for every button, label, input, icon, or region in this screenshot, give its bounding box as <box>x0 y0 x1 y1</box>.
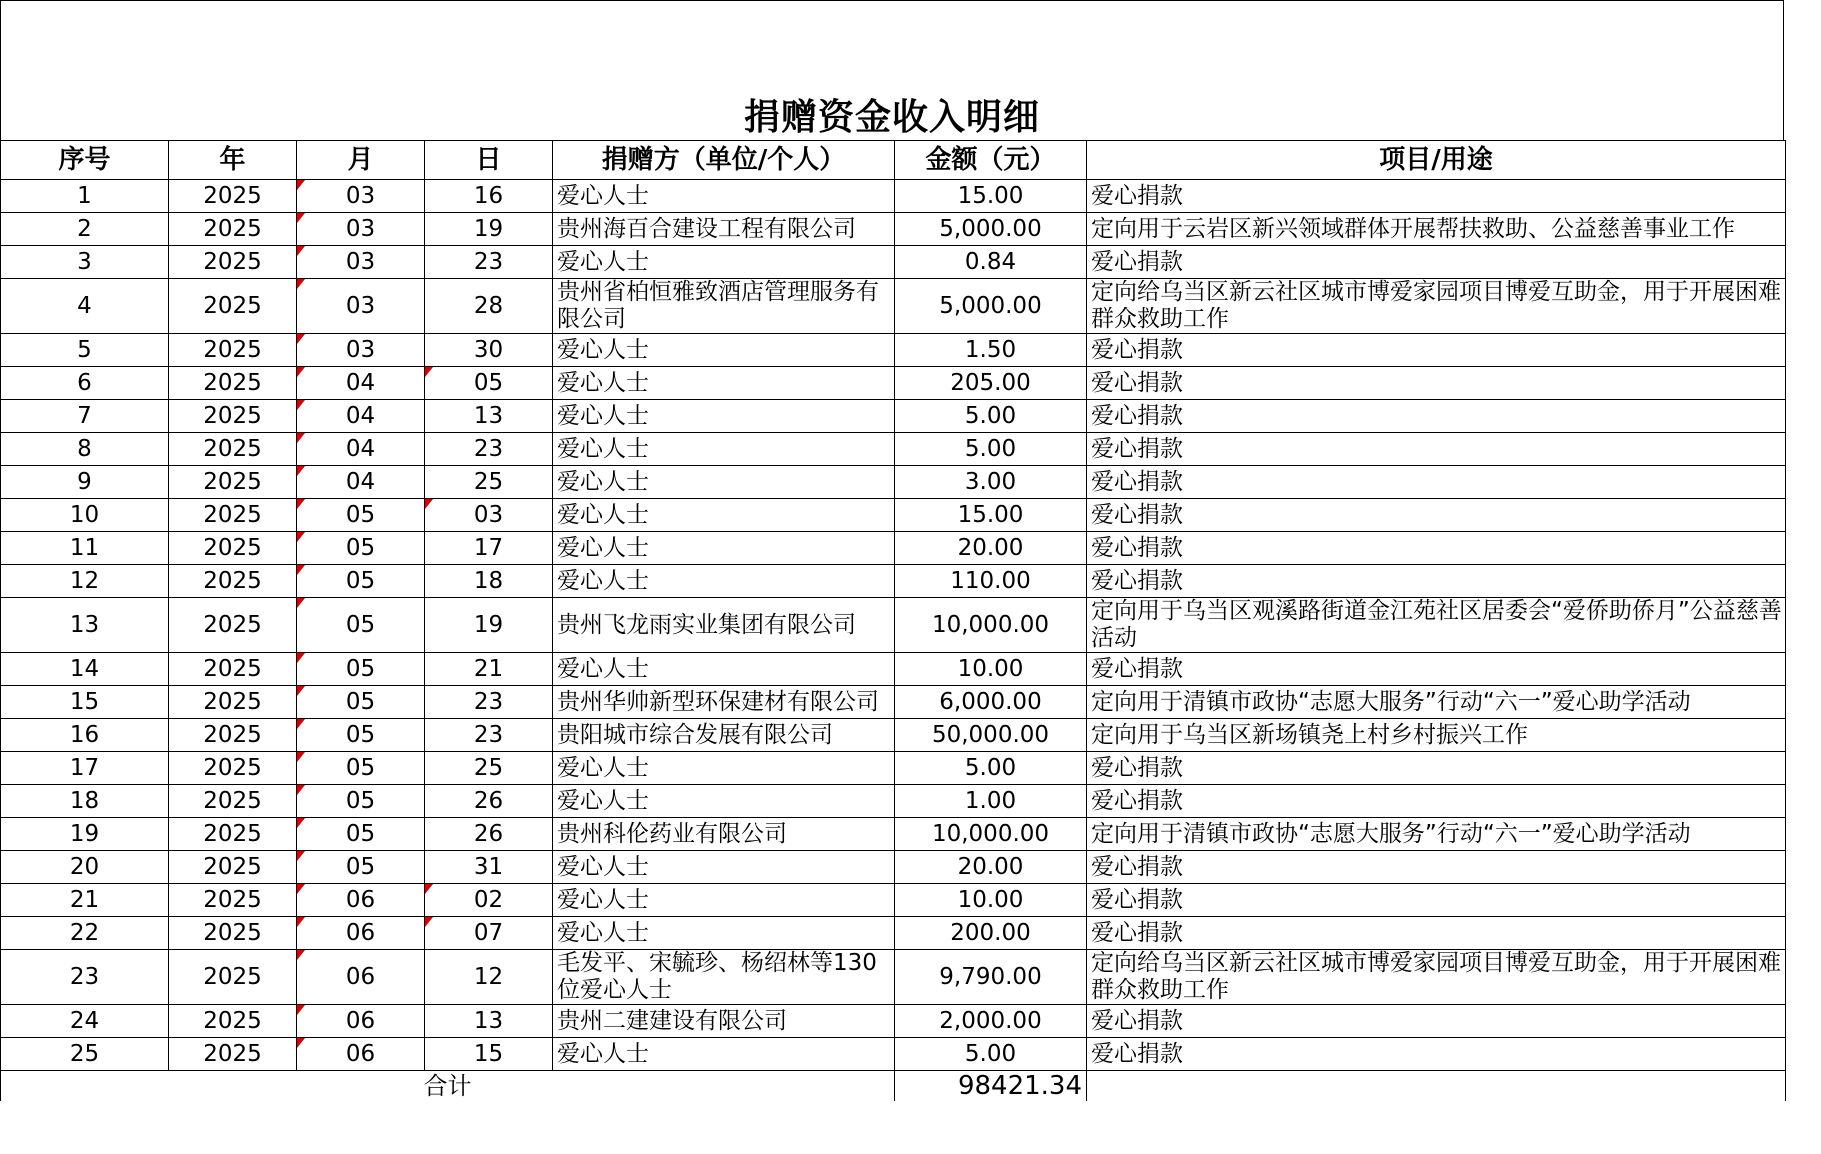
cell-day[interactable]: 13 <box>425 1005 553 1038</box>
total-empty-cell[interactable] <box>1087 1071 1786 1102</box>
cell-month[interactable]: 06 <box>297 884 425 917</box>
cell-day[interactable]: 13 <box>425 400 553 433</box>
cell-amount[interactable]: 5.00 <box>895 1038 1087 1071</box>
cell-month[interactable]: 03 <box>297 213 425 246</box>
cell-seq[interactable]: 18 <box>1 785 169 818</box>
cell-month[interactable]: 05 <box>297 752 425 785</box>
cell-amount[interactable]: 5.00 <box>895 433 1087 466</box>
cell-year[interactable]: 2025 <box>169 367 297 400</box>
cell-seq[interactable]: 24 <box>1 1005 169 1038</box>
cell-day[interactable]: 18 <box>425 565 553 598</box>
table-row <box>1 752 1786 785</box>
cell-day[interactable]: 21 <box>425 653 553 686</box>
cell-day[interactable]: 23 <box>425 246 553 279</box>
cell-donor[interactable]: 爱心人士 <box>553 917 895 950</box>
cell-month[interactable]: 03 <box>297 180 425 213</box>
cell-seq[interactable]: 14 <box>1 653 169 686</box>
cell-month[interactable]: 06 <box>297 950 425 1005</box>
cell-day[interactable]: 28 <box>425 279 553 334</box>
cell-seq[interactable]: 8 <box>1 433 169 466</box>
cell-purpose[interactable]: 爱心捐款 <box>1087 499 1786 532</box>
cell-seq[interactable]: 6 <box>1 367 169 400</box>
cell-purpose[interactable]: 爱心捐款 <box>1087 565 1786 598</box>
table-row <box>1 950 1786 1005</box>
cell-purpose[interactable]: 定向用于乌当区新场镇尧上村乡村振兴工作 <box>1087 719 1786 752</box>
cell-donor[interactable]: 爱心人士 <box>553 752 895 785</box>
table-row <box>1 180 1786 213</box>
cell-month[interactable]: 06 <box>297 1038 425 1071</box>
cell-day[interactable]: 19 <box>425 598 553 653</box>
cell-year[interactable]: 2025 <box>169 785 297 818</box>
cell-purpose[interactable]: 爱心捐款 <box>1087 532 1786 565</box>
cell-donor[interactable]: 爱心人士 <box>553 499 895 532</box>
cell-day[interactable]: 31 <box>425 851 553 884</box>
title-cell[interactable] <box>0 0 1784 140</box>
table-row <box>1 466 1786 499</box>
header-day[interactable]: 日 <box>425 141 553 180</box>
cell-month[interactable]: 05 <box>297 686 425 719</box>
cell-month[interactable]: 05 <box>297 653 425 686</box>
cell-donor[interactable]: 贵州科伦药业有限公司 <box>553 818 895 851</box>
cell-year[interactable]: 2025 <box>169 400 297 433</box>
cell-day[interactable]: 17 <box>425 532 553 565</box>
cell-amount[interactable]: 10.00 <box>895 653 1087 686</box>
cell-amount[interactable]: 1.50 <box>895 334 1087 367</box>
cell-year[interactable]: 2025 <box>169 279 297 334</box>
cell-purpose[interactable]: 定向用于乌当区观溪路街道金江苑社区居委会“爱侨助侨月”公益慈善活动 <box>1087 598 1786 653</box>
cell-seq[interactable]: 16 <box>1 719 169 752</box>
cell-year[interactable]: 2025 <box>169 884 297 917</box>
cell-year[interactable]: 2025 <box>169 752 297 785</box>
table-row <box>1 433 1786 466</box>
cell-month[interactable]: 04 <box>297 400 425 433</box>
header-donor[interactable]: 捐赠方（单位/个人） <box>553 141 895 180</box>
cell-month[interactable]: 03 <box>297 334 425 367</box>
cell-year[interactable]: 2025 <box>169 719 297 752</box>
cell-donor[interactable]: 爱心人士 <box>553 653 895 686</box>
cell-day[interactable]: 19 <box>425 213 553 246</box>
cell-seq[interactable]: 7 <box>1 400 169 433</box>
cell-month[interactable]: 06 <box>297 1005 425 1038</box>
cell-purpose[interactable]: 爱心捐款 <box>1087 1005 1786 1038</box>
table-row <box>1 851 1786 884</box>
cell-month[interactable]: 04 <box>297 433 425 466</box>
cell-purpose[interactable]: 爱心捐款 <box>1087 653 1786 686</box>
cell-month[interactable]: 04 <box>297 367 425 400</box>
cell-amount[interactable]: 10.00 <box>895 884 1087 917</box>
cell-purpose[interactable]: 爱心捐款 <box>1087 1038 1786 1071</box>
cell-donor[interactable]: 爱心人士 <box>553 180 895 213</box>
cell-day[interactable]: 23 <box>425 433 553 466</box>
cell-donor[interactable]: 爱心人士 <box>553 367 895 400</box>
cell-day[interactable]: 05 <box>425 367 553 400</box>
cell-purpose[interactable]: 爱心捐款 <box>1087 466 1786 499</box>
donation-table <box>0 140 1786 1101</box>
table-row <box>1 917 1786 950</box>
cell-amount[interactable]: 10,000.00 <box>895 818 1087 851</box>
table-row <box>1 334 1786 367</box>
total-label[interactable]: 合计 <box>1 1071 895 1102</box>
cell-month[interactable]: 05 <box>297 851 425 884</box>
cell-year[interactable]: 2025 <box>169 851 297 884</box>
cell-year[interactable]: 2025 <box>169 1038 297 1071</box>
table-row <box>1 565 1786 598</box>
cell-day[interactable]: 07 <box>425 917 553 950</box>
cell-day[interactable]: 23 <box>425 719 553 752</box>
cell-donor[interactable]: 爱心人士 <box>553 400 895 433</box>
table-row <box>1 279 1786 334</box>
cell-purpose[interactable]: 爱心捐款 <box>1087 334 1786 367</box>
cell-donor[interactable]: 毛发平、宋毓珍、杨绍林等130位爱心人士 <box>553 950 895 1005</box>
cell-seq[interactable]: 11 <box>1 532 169 565</box>
cell-donor[interactable]: 爱心人士 <box>553 1038 895 1071</box>
cell-month[interactable]: 06 <box>297 917 425 950</box>
cell-month[interactable]: 03 <box>297 246 425 279</box>
table-row <box>1 246 1786 279</box>
cell-seq[interactable]: 22 <box>1 917 169 950</box>
cell-seq[interactable]: 4 <box>1 279 169 334</box>
table-body <box>1 180 1786 1071</box>
header-month[interactable]: 月 <box>297 141 425 180</box>
cell-purpose[interactable]: 爱心捐款 <box>1087 180 1786 213</box>
cell-amount[interactable]: 5,000.00 <box>895 213 1087 246</box>
cell-amount[interactable]: 200.00 <box>895 917 1087 950</box>
table-row <box>1 598 1786 653</box>
header-row <box>1 141 1786 180</box>
cell-donor[interactable]: 爱心人士 <box>553 565 895 598</box>
table-row <box>1 1038 1786 1071</box>
cell-amount[interactable]: 205.00 <box>895 367 1087 400</box>
table-row <box>1 532 1786 565</box>
cell-year[interactable]: 2025 <box>169 532 297 565</box>
cell-donor[interactable]: 爱心人士 <box>553 884 895 917</box>
cell-purpose[interactable]: 爱心捐款 <box>1087 917 1786 950</box>
cell-donor[interactable]: 贵州飞龙雨实业集团有限公司 <box>553 598 895 653</box>
cell-seq[interactable]: 19 <box>1 818 169 851</box>
cell-purpose[interactable]: 定向用于清镇市政协“志愿大服务”行动“六一”爱心助学活动 <box>1087 818 1786 851</box>
table-row <box>1 400 1786 433</box>
cell-year[interactable]: 2025 <box>169 686 297 719</box>
table-row <box>1 686 1786 719</box>
cell-month[interactable]: 05 <box>297 719 425 752</box>
cell-year[interactable]: 2025 <box>169 598 297 653</box>
cell-donor[interactable]: 贵阳城市综合发展有限公司 <box>553 719 895 752</box>
cell-purpose[interactable]: 爱心捐款 <box>1087 851 1786 884</box>
table-row <box>1 367 1786 400</box>
cell-year[interactable]: 2025 <box>169 565 297 598</box>
cell-year[interactable]: 2025 <box>169 466 297 499</box>
cell-year[interactable]: 2025 <box>169 180 297 213</box>
cell-day[interactable]: 16 <box>425 180 553 213</box>
cell-purpose[interactable]: 爱心捐款 <box>1087 400 1786 433</box>
cell-donor[interactable]: 爱心人士 <box>553 466 895 499</box>
header-amount[interactable]: 金额（元） <box>895 141 1087 180</box>
cell-amount[interactable]: 5,000.00 <box>895 279 1087 334</box>
header-purpose[interactable]: 项目/用途 <box>1087 141 1786 180</box>
cell-purpose[interactable]: 爱心捐款 <box>1087 367 1786 400</box>
cell-seq[interactable]: 3 <box>1 246 169 279</box>
cell-day[interactable]: 12 <box>425 950 553 1005</box>
cell-month[interactable]: 05 <box>297 499 425 532</box>
cell-amount[interactable]: 15.00 <box>895 180 1087 213</box>
cell-month[interactable]: 04 <box>297 466 425 499</box>
cell-amount[interactable]: 20.00 <box>895 532 1087 565</box>
cell-amount[interactable]: 15.00 <box>895 499 1087 532</box>
cell-purpose[interactable]: 定向给乌当区新云社区城市博爱家园项目博爱互助金，用于开展困难群众救助工作 <box>1087 279 1786 334</box>
cell-month[interactable]: 05 <box>297 532 425 565</box>
cell-purpose[interactable]: 爱心捐款 <box>1087 785 1786 818</box>
cell-seq[interactable]: 5 <box>1 334 169 367</box>
cell-day[interactable]: 02 <box>425 884 553 917</box>
cell-amount[interactable]: 3.00 <box>895 466 1087 499</box>
page-title: 捐赠资金收入明细 <box>743 97 1040 138</box>
header-year[interactable]: 年 <box>169 141 297 180</box>
cell-donor[interactable]: 爱心人士 <box>553 785 895 818</box>
cell-year[interactable]: 2025 <box>169 917 297 950</box>
cell-purpose[interactable]: 爱心捐款 <box>1087 752 1786 785</box>
cell-day[interactable]: 26 <box>425 818 553 851</box>
cell-seq[interactable]: 1 <box>1 180 169 213</box>
table-row <box>1 884 1786 917</box>
cell-purpose[interactable]: 爱心捐款 <box>1087 433 1786 466</box>
cell-donor[interactable]: 爱心人士 <box>553 433 895 466</box>
cell-year[interactable]: 2025 <box>169 818 297 851</box>
cell-donor[interactable]: 贵州华帅新型环保建材有限公司 <box>553 686 895 719</box>
table-row <box>1 818 1786 851</box>
cell-year[interactable]: 2025 <box>169 433 297 466</box>
cell-day[interactable]: 30 <box>425 334 553 367</box>
cell-amount[interactable]: 0.84 <box>895 246 1087 279</box>
cell-month[interactable]: 05 <box>297 785 425 818</box>
cell-seq[interactable]: 21 <box>1 884 169 917</box>
table-row <box>1 499 1786 532</box>
cell-seq[interactable]: 9 <box>1 466 169 499</box>
cell-purpose[interactable]: 定向用于清镇市政协“志愿大服务”行动“六一”爱心助学活动 <box>1087 686 1786 719</box>
cell-month[interactable]: 05 <box>297 598 425 653</box>
cell-seq[interactable]: 20 <box>1 851 169 884</box>
cell-seq[interactable]: 15 <box>1 686 169 719</box>
cell-day[interactable]: 25 <box>425 466 553 499</box>
cell-amount[interactable]: 9,790.00 <box>895 950 1087 1005</box>
cell-month[interactable]: 03 <box>297 279 425 334</box>
table-row <box>1 1005 1786 1038</box>
cell-amount[interactable]: 20.00 <box>895 851 1087 884</box>
cell-seq[interactable]: 23 <box>1 950 169 1005</box>
cell-amount[interactable]: 110.00 <box>895 565 1087 598</box>
cell-amount[interactable]: 10,000.00 <box>895 598 1087 653</box>
cell-purpose[interactable]: 定向用于云岩区新兴领域群体开展帮扶救助、公益慈善事业工作 <box>1087 213 1786 246</box>
cell-donor[interactable]: 贵州二建建设有限公司 <box>553 1005 895 1038</box>
total-row <box>1 1071 1786 1102</box>
cell-month[interactable]: 05 <box>297 565 425 598</box>
cell-seq[interactable]: 25 <box>1 1038 169 1071</box>
cell-day[interactable]: 03 <box>425 499 553 532</box>
cell-seq[interactable]: 17 <box>1 752 169 785</box>
table-row <box>1 719 1786 752</box>
cell-amount[interactable]: 2,000.00 <box>895 1005 1087 1038</box>
cell-amount[interactable]: 1.00 <box>895 785 1087 818</box>
table-row <box>1 213 1786 246</box>
cell-seq[interactable]: 12 <box>1 565 169 598</box>
cell-seq[interactable]: 10 <box>1 499 169 532</box>
cell-purpose[interactable]: 爱心捐款 <box>1087 246 1786 279</box>
cell-donor[interactable]: 爱心人士 <box>553 334 895 367</box>
cell-year[interactable]: 2025 <box>169 950 297 1005</box>
cell-year[interactable]: 2025 <box>169 653 297 686</box>
cell-day[interactable]: 15 <box>425 1038 553 1071</box>
cell-donor[interactable]: 爱心人士 <box>553 532 895 565</box>
cell-seq[interactable]: 2 <box>1 213 169 246</box>
cell-purpose[interactable]: 爱心捐款 <box>1087 884 1786 917</box>
cell-donor[interactable]: 爱心人士 <box>553 851 895 884</box>
cell-year[interactable]: 2025 <box>169 1005 297 1038</box>
cell-amount[interactable]: 5.00 <box>895 400 1087 433</box>
cell-year[interactable]: 2025 <box>169 334 297 367</box>
cell-amount[interactable]: 6,000.00 <box>895 686 1087 719</box>
cell-year[interactable]: 2025 <box>169 246 297 279</box>
cell-amount[interactable]: 50,000.00 <box>895 719 1087 752</box>
cell-day[interactable]: 26 <box>425 785 553 818</box>
cell-year[interactable]: 2025 <box>169 499 297 532</box>
cell-day[interactable]: 23 <box>425 686 553 719</box>
cell-month[interactable]: 05 <box>297 818 425 851</box>
table-row <box>1 785 1786 818</box>
cell-amount[interactable]: 5.00 <box>895 752 1087 785</box>
cell-donor[interactable]: 爱心人士 <box>553 246 895 279</box>
cell-purpose[interactable]: 定向给乌当区新云社区城市博爱家园项目博爱互助金，用于开展困难群众救助工作 <box>1087 950 1786 1005</box>
table-row <box>1 653 1786 686</box>
cell-donor[interactable]: 贵州海百合建设工程有限公司 <box>553 213 895 246</box>
cell-donor[interactable]: 贵州省柏恒雅致酒店管理服务有限公司 <box>553 279 895 334</box>
cell-year[interactable]: 2025 <box>169 213 297 246</box>
cell-seq[interactable]: 13 <box>1 598 169 653</box>
header-seq[interactable]: 序号 <box>1 141 169 180</box>
cell-day[interactable]: 25 <box>425 752 553 785</box>
total-amount[interactable]: 98421.34 <box>895 1071 1087 1102</box>
